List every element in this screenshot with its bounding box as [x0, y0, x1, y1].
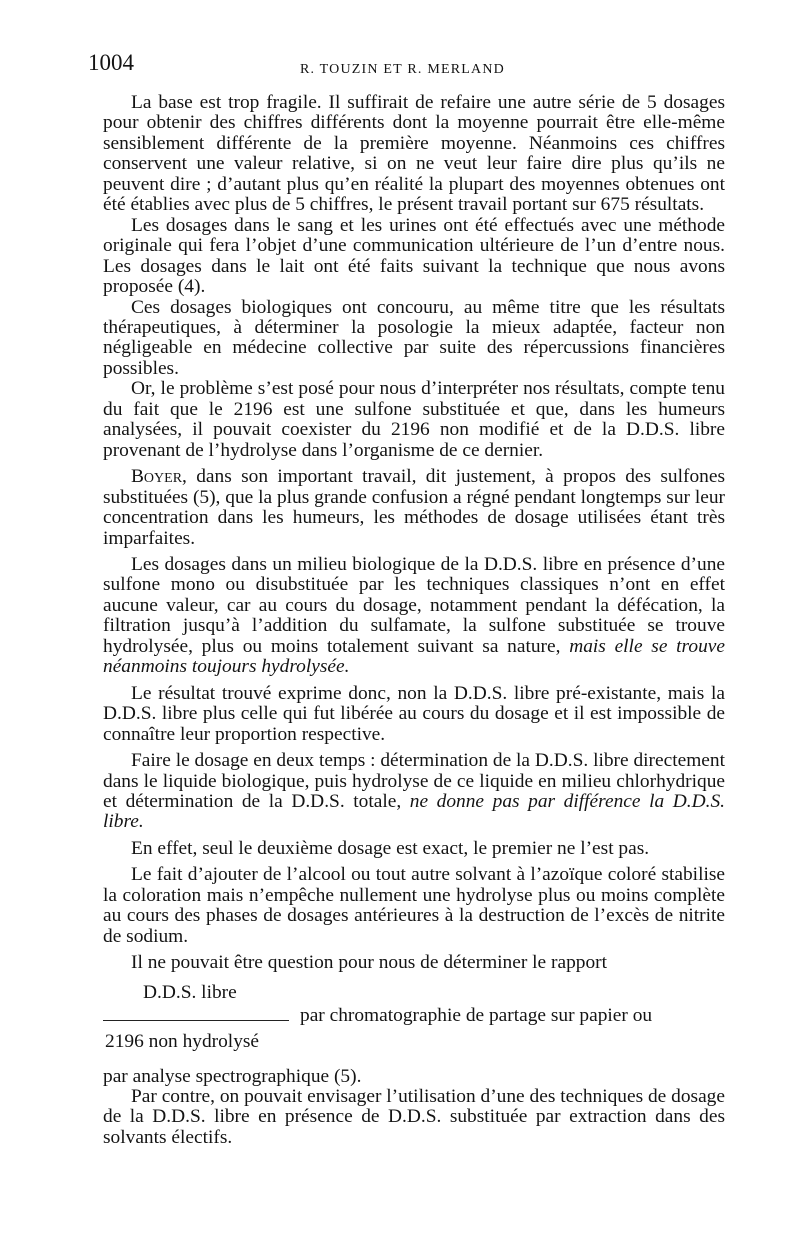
paragraph-11: Il ne pouvait être question pour nous de déterminer le rapport	[131, 952, 607, 974]
paragraph-4: Or, le problème s’est posé pour nous d’interpréter nos résultats, compte tenu du fait que le 2196 est une sulfone substituée et que, dans les humeurs analysées, il pouvait coexister du 2196 non modifié et de la D.D.S. libre provenant de l’hydrolyse dans l’organisme de ce dernier.	[103, 378, 725, 461]
paragraph-13: Par contre, on pouvait envisager l’utilisation d’une des techniques de dosage de la D.D.S. libre en présence de D.D.S. substituée par extraction dans des solvants électifs.	[103, 1086, 725, 1148]
paragraph-9: En effet, seul le deuxième dosage est exact, le premier ne l’est pas.	[131, 837, 650, 859]
running-head: R. TOUZIN ET R. MERLAND	[300, 62, 505, 77]
paragraph-5	[103, 467, 725, 549]
paragraph-2: Les dosages dans le sang et les urines ont été effectués avec une méthode originale qui fera l’objet d’une communication ultérieure de l’un d’entre nous. Les dosages dans le lait ont été faits suivant la technique que nous avons proposée (4).	[103, 214, 725, 298]
fraction-denominator: 2196 non hydrolysé	[105, 1030, 260, 1052]
author-name: Boyer	[131, 466, 183, 488]
paragraph-7: Le résultat trouvé exprime donc, non la D.D.S. libre pré-existante, mais la D.D.S. libre plus celle qui fut libérée au cours du dosage et il est impossible de connaître leur proportion respective.	[103, 682, 725, 745]
ratio-fraction	[103, 981, 725, 1067]
paragraph-8-text: Faire le dosage en deux temps : détermination de la D.D.S. libre directement dans le liquide biologique, puis hydrolyse de ce liquide en milieu chlorhydrique et détermination de la D.D.S. totale,	[103, 750, 725, 812]
paragraph-6	[103, 555, 725, 678]
paragraph-5-text: , dans son important travail, dit justement, à propos des sulfones substituées (5), que la plus grande confusion a régné pendant longtemps sur leur concentration dans les humeurs, les méthodes de dosage utilisées étant très imparfaites.	[103, 466, 725, 549]
fraction-numerator: D.D.S. libre	[143, 981, 237, 1003]
page-header	[88, 50, 728, 84]
page-number: 1004	[88, 50, 134, 75]
body-text	[103, 93, 725, 1148]
paragraph-8-italic: ne donne pas par différence la D.D.S. libre.	[103, 790, 725, 833]
paragraph-8	[103, 751, 725, 833]
paragraph-6-italic: mais elle se trouve néanmoins toujours hydrolysée.	[103, 635, 725, 678]
paragraph-3: Ces dosages biologiques ont concouru, au même titre que les résultats thérapeutiques, à déterminer la posologie la mieux adaptée, facteur non négligeable en médecine collective par suite des répercussions financières possibles.	[103, 296, 725, 379]
paragraph-1: La base est trop fragile. Il suffirait de refaire une autre série de 5 dosages pour obtenir des chiffres différents dont la moyenne pourrait être elle-même sensiblement différente de la première moyenne. Néanmoins ces chiffres conservent une valeur relative, si on ne veut leur faire dire plus qu’ils ne peuvent dire ; d’autant plus qu’en réalité la plupart des moyennes obtenues ont été établies avec plus de 5 chiffres, le présent travail portant sur 675 résultats.	[103, 92, 725, 216]
fraction-rule	[103, 1020, 289, 1021]
paragraph-10: Le fait d’ajouter de l’alcool ou tout autre solvant à l’azoïque coloré stabilise la coloration mais n’empêche nullement une hydrolyse plus ou moins complète au cours des phases de dosages antérieures à la destruction de l’excès de nitrite de sodium.	[103, 864, 725, 947]
fraction-trailing-text: par chromatographie de partage sur papier ou	[300, 1004, 653, 1026]
paragraph-6-text: Les dosages dans un milieu biologique de la D.D.S. libre en présence d’une sulfone mono ou disubstituée par les techniques classiques n’ont en effet aucune valeur, car au cours du dosage, notamment pendant la défécation, la filtration jusqu’à l’addition du sulfamate, la sulfone substituée se trouve hydrolysée, plus ou moins totalement suivant sa nature,	[103, 553, 725, 657]
paragraph-12: par analyse spectrographique (5).	[103, 1065, 362, 1087]
